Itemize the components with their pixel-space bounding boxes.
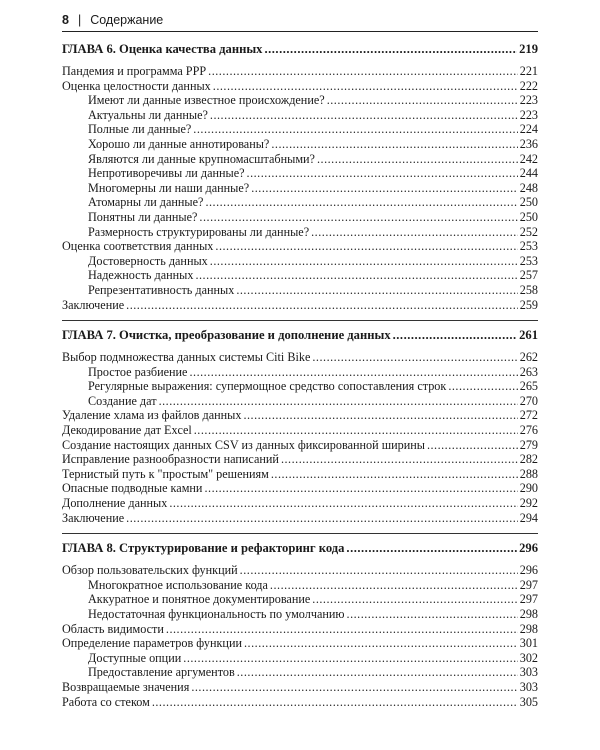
dot-leader [251, 181, 518, 196]
entry-title: Определение параметров функции [62, 636, 242, 651]
dot-leader [448, 379, 517, 394]
dot-leader [189, 365, 517, 380]
entry-title: Имеют ли данные известное происхождение? [88, 93, 325, 108]
entry-title: Создание дат [88, 393, 157, 408]
dot-leader [191, 680, 517, 695]
toc-section-entry[interactable] [62, 481, 538, 496]
entry-title: Дополнение данных [62, 496, 168, 511]
dot-leader [213, 79, 518, 94]
dot-leader [195, 268, 517, 283]
chapter-heading[interactable] [62, 327, 538, 343]
entry-title: Заключение [62, 297, 125, 312]
entry-page: 222 [519, 78, 538, 93]
entry-page: 297 [519, 592, 538, 607]
toc-subsection-entry[interactable] [62, 225, 538, 240]
toc-subsection-entry[interactable] [62, 592, 538, 607]
table-of-contents [62, 35, 538, 709]
toc-subsection-entry[interactable] [62, 137, 538, 152]
toc-section-entry[interactable] [62, 680, 538, 695]
dot-leader [159, 394, 518, 409]
entry-title: Полные ли данные? [88, 122, 192, 137]
entry-page: 263 [519, 364, 538, 379]
entry-page: 292 [519, 496, 538, 511]
toc-section-entry[interactable] [62, 64, 538, 79]
dot-leader [346, 540, 517, 556]
dot-leader [264, 41, 517, 57]
toc-section-entry[interactable] [62, 79, 538, 94]
running-header [62, 10, 538, 30]
chapter-divider [62, 320, 538, 321]
dot-leader [271, 137, 517, 152]
entry-page: 279 [519, 437, 538, 452]
entry-title: Атомарны ли данные? [88, 195, 204, 210]
page-number: 8 [62, 13, 69, 27]
toc-section-entry[interactable] [62, 695, 538, 710]
dot-leader [244, 636, 518, 651]
entry-page: 252 [519, 224, 538, 239]
entry-title: Область видимости [62, 621, 164, 636]
toc-subsection-entry[interactable] [62, 181, 538, 196]
chapter-title: ГЛАВА 6. Оценка качества данных [62, 42, 263, 56]
entry-title: Недостаточная функциональность по умолчанию [88, 607, 345, 621]
header-separator: | [77, 13, 82, 27]
entry-page: 244 [519, 166, 538, 181]
entry-page: 250 [519, 209, 538, 224]
entry-page: 296 [519, 563, 538, 578]
entry-page: 242 [519, 151, 538, 166]
dot-leader [204, 481, 517, 496]
dot-leader [166, 622, 518, 637]
entry-page: 297 [519, 577, 538, 592]
dot-leader [247, 166, 518, 181]
dot-leader [281, 452, 518, 467]
entry-page: 302 [519, 650, 538, 665]
toc-subsection-entry[interactable] [62, 379, 538, 394]
entry-page: 303 [519, 665, 538, 680]
running-title: Содержание [90, 13, 164, 27]
toc-section-entry[interactable] [62, 467, 538, 482]
dot-leader [311, 225, 518, 240]
header-rule [62, 31, 538, 32]
chapter-page: 296 [519, 541, 538, 556]
entry-title: Обзор пользовательских функций [62, 563, 238, 578]
toc-subsection-entry[interactable] [62, 607, 538, 622]
toc-section-entry[interactable] [62, 496, 538, 511]
entry-page: 250 [519, 195, 538, 210]
dot-leader [427, 438, 518, 453]
toc-subsection-entry[interactable] [62, 394, 538, 409]
entry-page: 224 [519, 122, 538, 137]
dot-leader [236, 283, 517, 298]
entry-title: Пандемия и программа РРР [62, 64, 207, 78]
entry-title: Непротиворечивы ли данные? [88, 166, 245, 181]
dot-leader [347, 607, 518, 622]
toc-section-entry[interactable] [62, 452, 538, 467]
entry-page: 276 [519, 423, 538, 438]
toc-section-entry[interactable] [62, 511, 538, 526]
toc-subsection-entry[interactable] [62, 152, 538, 167]
dot-leader [237, 665, 518, 680]
entry-page: 272 [519, 408, 538, 423]
chapter-title: ГЛАВА 8. Структурирование и рефакторинг кода [62, 541, 345, 556]
chapter-section [62, 533, 538, 709]
entry-title: Предоставление аргументов [88, 665, 235, 680]
toc-subsection-entry[interactable] [62, 166, 538, 181]
dot-leader [312, 592, 517, 607]
entry-page: 290 [519, 481, 538, 496]
entry-title: Простое разбиение [88, 364, 188, 379]
entry-title: Создание настоящих данных CSV из данных фиксированной ширины [62, 437, 425, 452]
toc-subsection-entry[interactable] [62, 268, 538, 283]
toc-section-entry[interactable] [62, 239, 538, 254]
entry-page: 221 [519, 64, 538, 78]
dot-leader [169, 496, 517, 511]
toc-section-entry[interactable] [62, 438, 538, 453]
entry-title: Тернистый путь к "простым" решениям [62, 466, 269, 481]
entry-page: 270 [519, 393, 538, 408]
dot-leader [208, 64, 518, 79]
dot-leader [183, 651, 517, 666]
entry-page: 298 [519, 621, 538, 636]
entry-page: 248 [519, 180, 538, 195]
entry-title: Декодирование дат Excel [62, 423, 192, 438]
chapter-divider [62, 533, 538, 534]
entry-title: Удаление хлама из файлов данных [62, 408, 242, 423]
entry-title: Являются ли данные крупномасштабными? [88, 151, 315, 166]
chapter-title: ГЛАВА 7. Очистка, преобразование и дополнение данных [62, 328, 391, 343]
toc-subsection-entry[interactable] [62, 210, 538, 225]
dot-leader [271, 467, 518, 482]
dot-leader [193, 122, 517, 137]
entry-title: Заключение [62, 510, 125, 525]
entry-title: Работа со стеком [62, 694, 150, 709]
entry-page: 298 [519, 607, 538, 621]
toc-subsection-entry[interactable] [62, 93, 538, 108]
entry-title: Достоверность данных [88, 253, 208, 268]
chapter-heading[interactable] [62, 41, 538, 57]
entry-title: Хорошо ли данные аннотированы? [88, 136, 270, 151]
entry-title: Многократное использование кода [88, 577, 268, 592]
toc-section-entry[interactable] [62, 350, 538, 365]
dot-leader [327, 93, 518, 108]
toc-section-entry[interactable] [62, 408, 538, 423]
toc-subsection-entry[interactable] [62, 665, 538, 680]
dot-leader [194, 423, 518, 438]
entry-page: 282 [519, 452, 538, 467]
chapter-page: 261 [519, 328, 538, 343]
chapter-page: 219 [519, 42, 538, 56]
toc-section-entry[interactable] [62, 622, 538, 637]
toc-subsection-entry[interactable] [62, 195, 538, 210]
dot-leader [240, 563, 518, 578]
entry-page: 301 [519, 636, 538, 651]
entry-title: Доступные опции [88, 650, 182, 665]
entry-title: Репрезентативность данных [88, 282, 235, 297]
entry-page: 258 [519, 282, 538, 297]
dot-leader [312, 350, 517, 365]
entry-title: Надежность данных [88, 268, 194, 283]
toc-subsection-entry[interactable] [62, 108, 538, 123]
entry-title: Понятны ли данные? [88, 209, 198, 224]
entry-page: 288 [519, 466, 538, 481]
entry-title: Многомерны ли наши данные? [88, 180, 250, 195]
entry-page: 259 [519, 297, 538, 312]
entry-title: Возвращаемые значения [62, 679, 190, 694]
entry-title: Оценка целостности данных [62, 78, 211, 93]
entry-page: 236 [519, 136, 538, 151]
toc-subsection-entry[interactable] [62, 365, 538, 380]
entry-title: Размерность структурированы ли данные? [88, 224, 310, 239]
entry-title: Опасные подводные камни [62, 481, 203, 496]
entry-page: 223 [519, 93, 538, 108]
entry-title: Выбор подмножества данных системы Citi Bike [62, 350, 311, 365]
entry-page: 303 [519, 679, 538, 694]
toc-section-entry[interactable] [62, 636, 538, 651]
entry-page: 253 [519, 253, 538, 268]
dot-leader [126, 511, 518, 526]
dot-leader [205, 195, 517, 210]
entry-title: Актуальны ли данные? [88, 107, 208, 122]
entry-title: Исправление разнообразности написаний [62, 452, 279, 467]
entry-page: 305 [519, 694, 538, 709]
entry-page: 262 [519, 350, 538, 365]
dot-leader [317, 152, 518, 167]
dot-leader [243, 408, 517, 423]
dot-leader [210, 108, 518, 123]
entry-page: 257 [519, 268, 538, 283]
dot-leader [199, 210, 517, 225]
chapter-section [62, 320, 538, 525]
toc-subsection-entry[interactable] [62, 122, 538, 137]
entry-page: 265 [519, 379, 538, 394]
entry-page: 223 [519, 107, 538, 122]
toc-subsection-entry[interactable] [62, 578, 538, 593]
toc-section-entry[interactable] [62, 423, 538, 438]
dot-leader [152, 695, 518, 710]
entry-page: 294 [519, 510, 538, 525]
toc-section-entry[interactable] [62, 298, 538, 313]
entry-title: Регулярные выражения: супермощное средство сопоставления строк [88, 379, 447, 394]
entry-title: Аккуратное и понятное документирование [88, 592, 311, 607]
entry-title: Оценка соответствия данных [62, 239, 214, 254]
toc-subsection-entry[interactable] [62, 254, 538, 269]
dot-leader [126, 298, 518, 313]
dot-leader [270, 578, 518, 593]
toc-section-entry[interactable] [62, 563, 538, 578]
toc-subsection-entry[interactable] [62, 283, 538, 298]
dot-leader [210, 254, 518, 269]
toc-subsection-entry[interactable] [62, 651, 538, 666]
chapter-heading[interactable] [62, 540, 538, 556]
entry-page: 253 [519, 239, 538, 254]
dot-leader [215, 239, 517, 254]
chapter-section [62, 41, 538, 312]
dot-leader [393, 327, 517, 343]
